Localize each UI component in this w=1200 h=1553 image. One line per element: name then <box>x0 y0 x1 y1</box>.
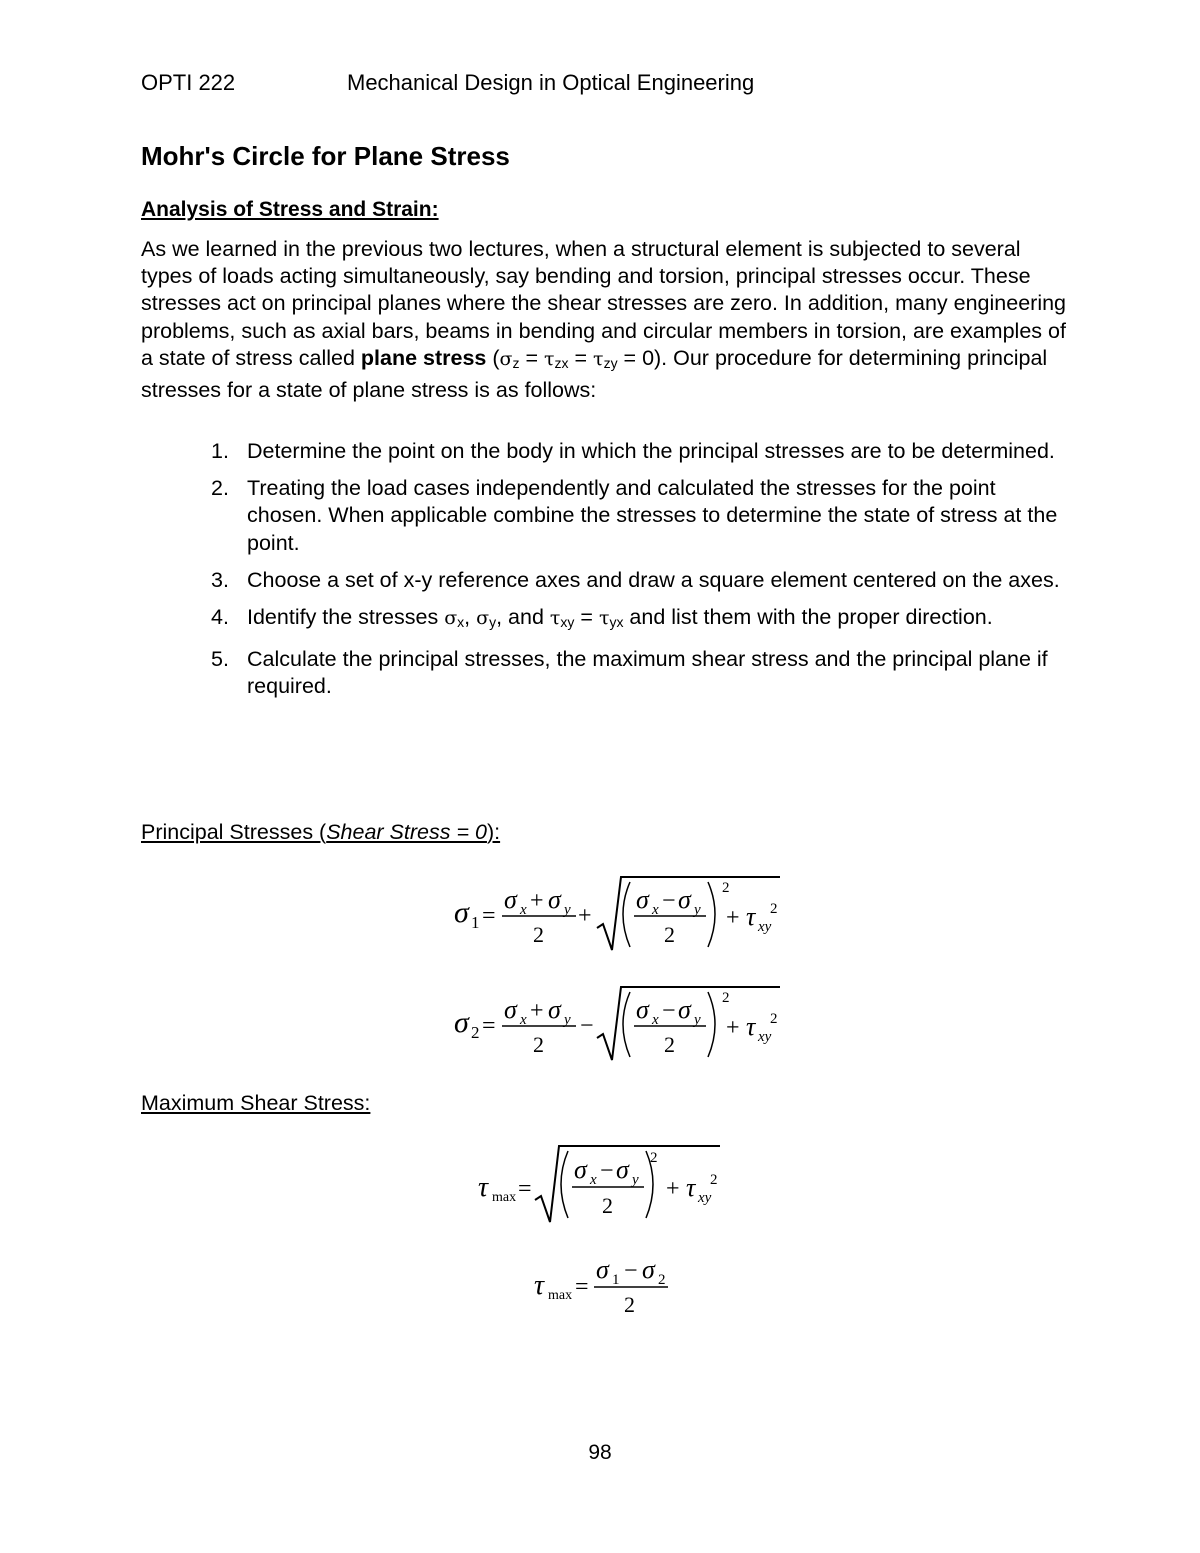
plus-sign: + <box>530 888 544 914</box>
minus-sign: − <box>662 888 676 914</box>
exponent: 2 <box>722 880 730 896</box>
tau-max-sub: max <box>548 1288 573 1303</box>
left-paren <box>623 992 630 1057</box>
equals-sign: = <box>482 903 496 929</box>
sigma-symbol: σ <box>476 607 490 630</box>
num-sub-y: y <box>564 1012 571 1028</box>
sigma-symbol: σ <box>548 885 561 914</box>
sigma-symbol: σ <box>548 995 561 1024</box>
step-text-end: and list them with the proper direction. <box>623 605 993 630</box>
step-number: 5. <box>211 647 229 672</box>
tau-sub-xy: xy <box>758 1029 772 1045</box>
tau-yx-sub: yx <box>609 614 624 631</box>
tau-symbol: τ <box>593 347 604 370</box>
step-text: Identify the stresses <box>247 605 445 630</box>
tau-zx-sub: zx <box>554 354 569 371</box>
max-shear-label: Maximum Shear Stress: <box>141 1091 371 1115</box>
sigma-x-sub: x <box>457 614 465 631</box>
inner-sub-x: x <box>652 1012 659 1028</box>
sigma-symbol: σ <box>642 1255 655 1284</box>
tau-symbol: τ <box>746 902 756 931</box>
principal-stresses-label <box>141 820 500 845</box>
denominator: 2 <box>624 1292 635 1316</box>
sigma-symbol: σ <box>574 1155 587 1184</box>
equals-sign: = <box>518 1176 532 1202</box>
sigma1-equation <box>440 868 790 958</box>
inner-sub-x: x <box>590 1172 597 1188</box>
inner-sub-y: y <box>694 902 701 918</box>
denominator: 2 <box>533 922 544 947</box>
exponent: 2 <box>770 1011 778 1027</box>
sigma-symbol: σ <box>454 1006 469 1039</box>
step-number: 2. <box>211 476 229 501</box>
list-item <box>141 567 1071 594</box>
sigma-z-sub: z <box>512 354 520 371</box>
inner-sub-y: y <box>694 1012 701 1028</box>
list-item <box>141 475 1071 557</box>
sigma-symbol: σ <box>499 347 513 370</box>
num-sub-y: y <box>564 902 571 918</box>
tau-symbol: τ <box>534 1270 545 1301</box>
header-title: Mechanical Design in Optical Engineering <box>347 70 755 95</box>
plus-sign: + <box>530 998 544 1024</box>
tau-max-principal-equation <box>530 1252 680 1316</box>
tau-xy-sub: xy <box>560 614 575 631</box>
section-heading: Analysis of Stress and Strain: <box>141 198 439 221</box>
intro-paren: ( <box>486 345 500 370</box>
tau-max-equation <box>472 1138 732 1228</box>
operator-sign: − <box>580 1013 594 1039</box>
list-item <box>141 646 1071 700</box>
exponent: 2 <box>650 1150 658 1166</box>
sigma-symbol: σ <box>616 1155 629 1184</box>
operator-sign: + <box>578 903 592 929</box>
principal-label-italic: Shear Stress = 0 <box>326 820 487 844</box>
sigma-symbol: σ <box>678 885 691 914</box>
tau-symbol: τ <box>746 1012 756 1041</box>
step-number: 3. <box>211 567 229 592</box>
page-number: 98 <box>588 1441 612 1464</box>
tau-zy-sub: zy <box>603 354 618 371</box>
lhs-sub: 1 <box>471 913 480 932</box>
sigma-symbol: σ <box>454 896 469 929</box>
step-text: Determine the point on the body in which the principal stresses are to be determined. <box>247 439 1055 463</box>
header-course: OPTI 222 <box>141 70 236 95</box>
lhs-sub: 2 <box>471 1023 480 1042</box>
num-sub-x: x <box>520 1012 527 1028</box>
sigma-y-sub: y <box>489 614 497 631</box>
plus-sign: + <box>726 1015 740 1041</box>
document-title: Mohr's Circle for Plane Stress <box>141 141 510 171</box>
minus-sign: − <box>624 1258 638 1284</box>
procedure-steps <box>141 438 1071 711</box>
num-sub-x: x <box>520 902 527 918</box>
exponent: 2 <box>722 990 730 1006</box>
sigma-symbol: σ <box>504 995 517 1024</box>
tau-max-sub: max <box>492 1190 517 1205</box>
step-text: Calculate the principal stresses, the maximum shear stress and the principal plane if required. <box>247 647 1048 699</box>
list-item <box>141 438 1071 465</box>
list-item: 4. Identify the stresses $\sigma_x$, $\sigma_y$, and $\tau_{xy} = \tau_{yx}$ and list them with the proper direction. <box>211 605 993 631</box>
left-paren <box>561 1151 568 1218</box>
exponent: 2 <box>710 1172 718 1188</box>
intro-paragraph: As we learned in the previous two lectures, when a structural element is subjected to several types of loads acting simultaneously, say bending and torsion, principal stresses occur. These stresses act on principal planes where the shear stresses are zero. In addition, many engineering problems, such as axial bars, beams in bending and circular members in torsion, are examples of a state of stress called plane stress $(\sigma_z = \tau_{zx} = \tau_{zy} = 0)$. Our procedure for determining principal stresses for a state of plane stress is as follows: <box>141 237 1067 403</box>
principal-label-prefix: Principal Stresses ( <box>141 820 327 844</box>
step-and: , and <box>496 605 550 630</box>
tau-symbol: τ <box>544 347 555 370</box>
inner-sub-x: x <box>652 902 659 918</box>
minus-sign: − <box>600 1158 614 1184</box>
right-paren <box>708 882 715 947</box>
tau-symbol: τ <box>549 607 561 630</box>
sigma-symbol: σ <box>444 607 458 630</box>
denominator: 2 <box>533 1032 544 1057</box>
denominator: 2 <box>664 922 675 947</box>
step-number: 1. <box>211 439 229 463</box>
step-text: Treating the load cases independently and calculated the stresses for the point chosen. When applicable combine the stresses to determine the state of stress at the point. <box>247 476 1058 555</box>
sigma-symbol: σ <box>636 885 649 914</box>
minus-sign: − <box>662 998 676 1024</box>
sigma2-equation <box>440 978 790 1068</box>
left-paren <box>623 882 630 947</box>
tau-sub-xy: xy <box>698 1190 712 1206</box>
equals-sign: = <box>482 1013 496 1039</box>
equals-sign: = <box>575 1274 589 1300</box>
tau-symbol: τ <box>598 607 610 630</box>
exponent: 2 <box>770 901 778 917</box>
sigma-symbol: σ <box>678 995 691 1024</box>
step-text: Choose a set of x-y reference axes and draw a square element centered on the axes. <box>247 567 1060 592</box>
sigma-symbol: σ <box>504 885 517 914</box>
principal-label-suffix: ): <box>486 820 501 844</box>
right-paren <box>708 992 715 1057</box>
tau-sub-xy: xy <box>758 919 772 935</box>
sigma-sub-1: 1 <box>612 1272 620 1288</box>
sigma-sub-2: 2 <box>658 1272 666 1288</box>
sigma-symbol: σ <box>636 995 649 1024</box>
step-number: 4. <box>211 605 229 630</box>
inner-sub-y: y <box>632 1172 639 1188</box>
tau-symbol: τ <box>478 1172 489 1203</box>
plus-sign: + <box>726 905 740 931</box>
intro-text-end: = 0). Our procedure for determining principal stresses for a state of plane stress is as follows: <box>141 345 1048 403</box>
plane-stress-term: plane stress <box>360 345 487 370</box>
sigma-symbol: σ <box>596 1255 609 1284</box>
denominator: 2 <box>602 1193 613 1218</box>
denominator: 2 <box>664 1032 675 1057</box>
tau-symbol: τ <box>686 1173 696 1202</box>
intro-text: As we learned in the previous two lectures, when a structural element is subjected to several types of loads acting simultaneously, say bending and torsion, principal stresses occur. These stresses act on principal planes where the shear stresses are zero. In addition, many engineering problems, such as axial bars, beams in bending and circular members in torsion, are examples of a state of stress called <box>141 237 1067 370</box>
plus-sign: + <box>666 1176 680 1202</box>
